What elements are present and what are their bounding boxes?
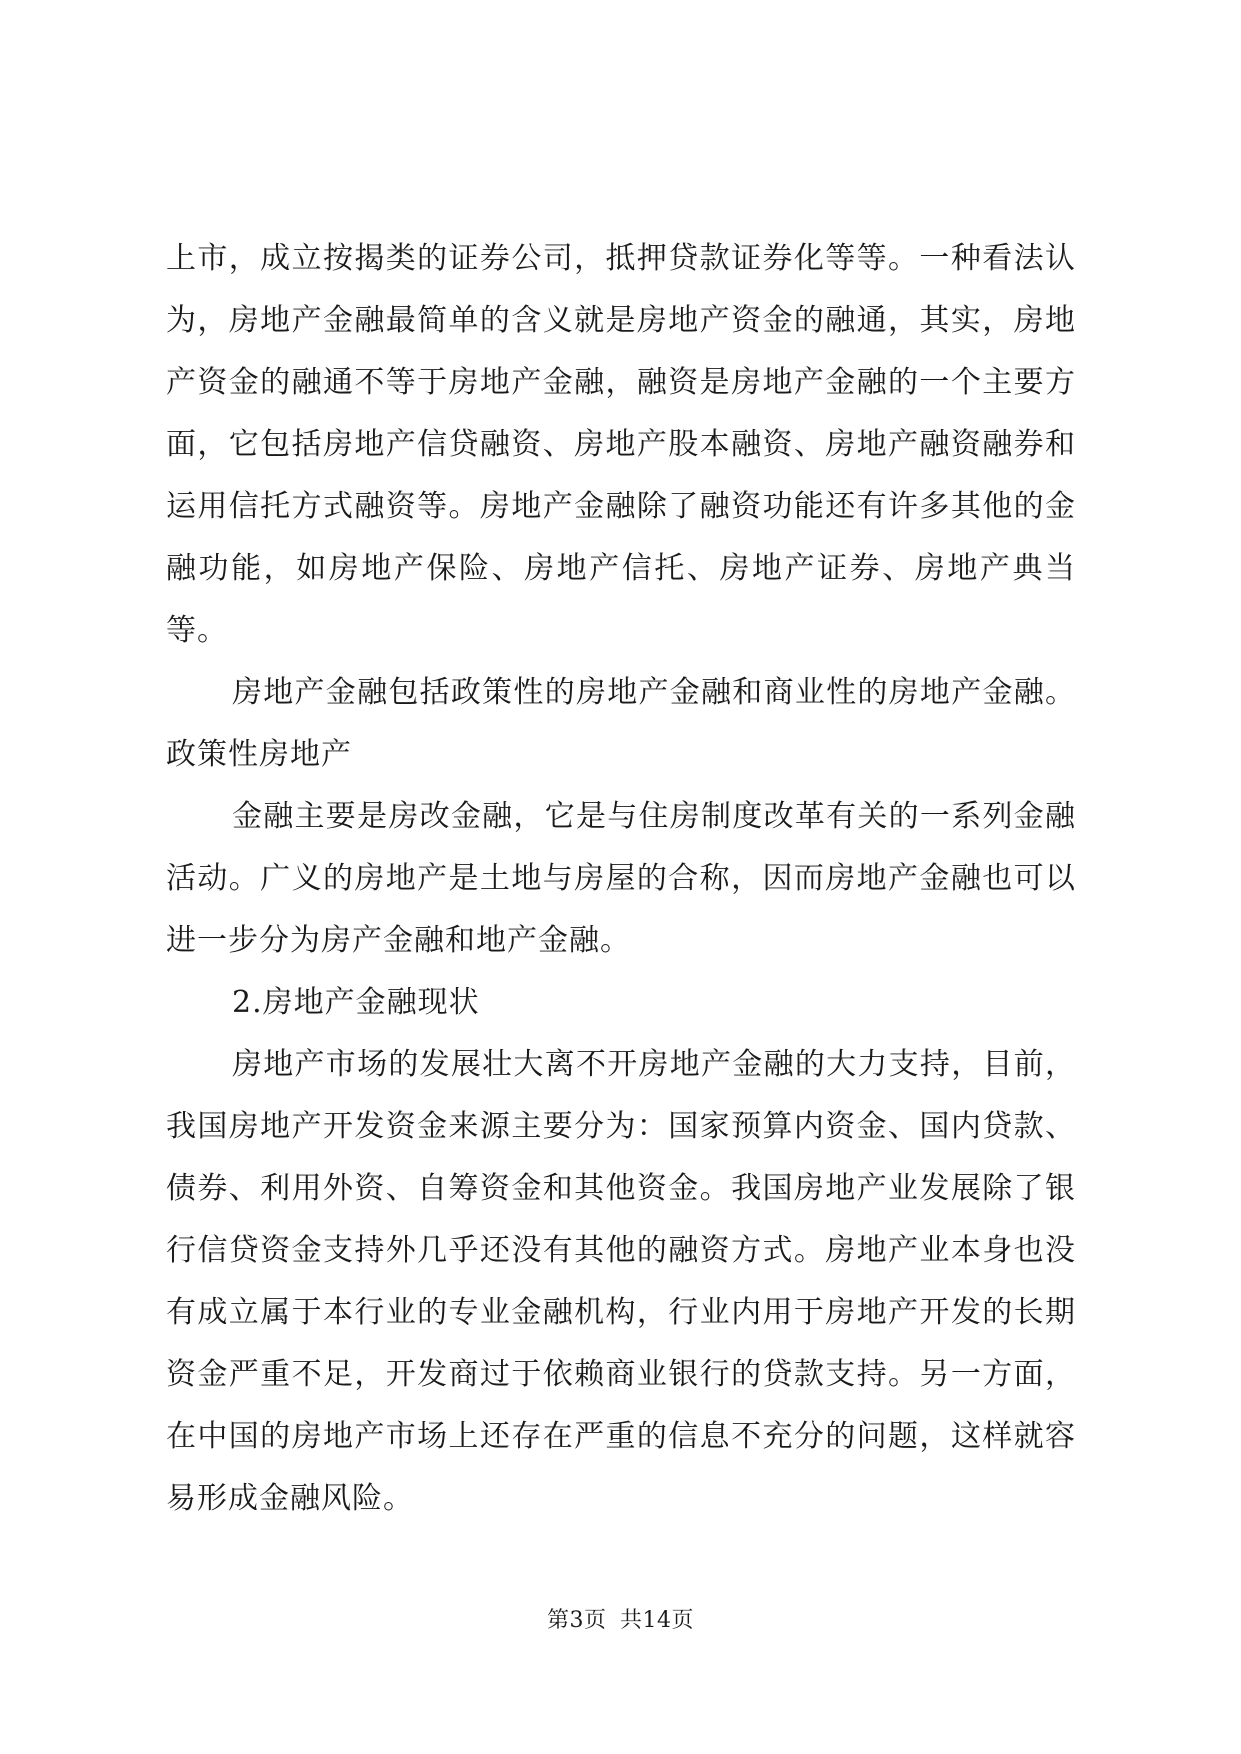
page-total: 共14页 <box>620 1608 694 1633</box>
document-body <box>166 228 1076 1530</box>
paragraph-policy-finance: 房地产金融包括政策性的房地产金融和商业性的房地产金融。政策性房地产 <box>166 675 1076 772</box>
page-footer <box>0 1606 1241 1636</box>
paragraph-continuation: 上市，成立按揭类的证券公司，抵押贷款证券化等等。一种看法认为，房地产金融最简单的含义就是房地产资金的融通，其实，房地产资金的融通不等于房地产金融，融资是房地产金融的一个主要方面，它包括房地产信贷融资、房地产股本融资、房地产融资融券和运用信托方式融资等。房地产金融除了融资功能还有许多其他的金融功能，如房地产保险、房地产信托、房地产证券、房地产典当等。 <box>166 241 1076 648</box>
paragraph-housing-reform-finance: 金融主要是房改金融，它是与住房制度改革有关的一系列金融活动。广义的房地产是土地与房屋的合称，因而房地产金融也可以进一步分为房产金融和地产金融。 <box>166 799 1076 958</box>
paragraph-current-status: 房地产市场的发展壮大离不开房地产金融的大力支持，目前，我国房地产开发资金来源主要分为：国家预算内资金、国内贷款、债券、利用外资、自筹资金和其他资金。我国房地产业发展除了银行信贷资金支持外几乎还没有其他的融资方式。房地产业本身也没有成立属于本行业的专业金融机构，行业内用于房地产开发的长期资金严重不足，开发商过于依赖商业银行的贷款支持。另一方面，在中国的房地产市场上还存在严重的信息不充分的问题，这样就容易形成金融风险。 <box>166 1047 1076 1516</box>
page-number: 第3页 <box>547 1608 607 1633</box>
section-heading: 2.房地产金融现状 <box>232 985 480 1020</box>
